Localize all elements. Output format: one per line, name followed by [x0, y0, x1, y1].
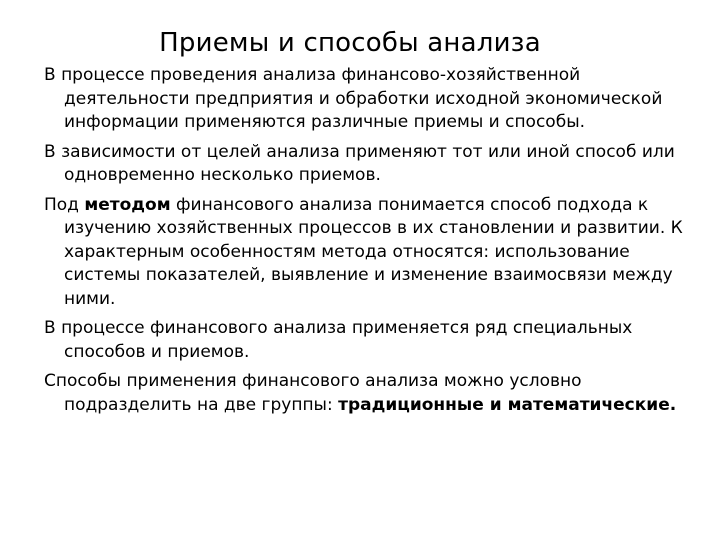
paragraph-5-lead: Способы применения финансового анализа можно условно подразделить на две группы:	[44, 371, 582, 415]
paragraph-5	[44, 370, 694, 417]
slide-title: Приемы и способы анализа	[159, 28, 541, 58]
paragraph-2: В зависимости от целей анализа применяют тот или иной способ или одновременно несколько приемов.	[44, 141, 675, 185]
paragraph-3-rest: финансового анализа понимается способ подхода к изучению хозяйственных процессов в их становлении и развитии. К характерным особенностям метода относятся: использование системы показателей, выявление и изменение взаимосвязи между ними.	[64, 194, 683, 309]
term-method: методом	[84, 194, 171, 215]
term-groups: традиционные и математические.	[338, 394, 677, 415]
paragraph-1: В процессе проведения анализа финансово-хозяйственной деятельности предприятия и обработки исходной экономической информации применяются различные приемы и способы.	[44, 65, 663, 132]
paragraph-3	[44, 194, 694, 312]
slide-body	[44, 64, 694, 423]
paragraph-4: В процессе финансового анализа применяется ряд специальных способов и приемов.	[44, 318, 633, 362]
paragraph-3-lead: Под	[44, 194, 85, 215]
